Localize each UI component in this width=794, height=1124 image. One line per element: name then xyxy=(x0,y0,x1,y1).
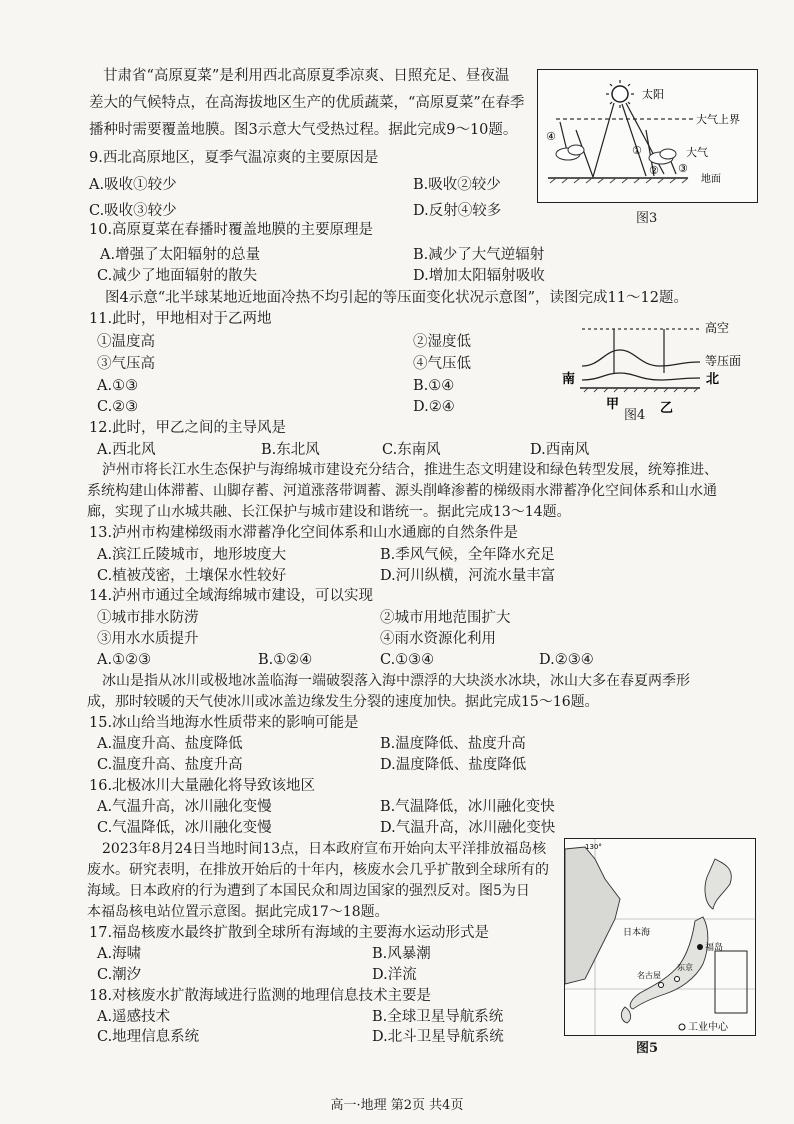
continent-landmass xyxy=(565,847,620,984)
q18-option-c[interactable]: C.地理信息系统 xyxy=(97,1029,200,1045)
q18-option-b[interactable]: B.全球卫星导航系统 xyxy=(372,1009,504,1025)
q15-option-a[interactable]: A.温度升高、盐度降低 xyxy=(97,736,243,752)
q17-option-c[interactable]: C.潮汐 xyxy=(97,967,142,983)
q9-option-d[interactable]: D.反射④较多 xyxy=(413,203,502,219)
label-ray-4: ④ xyxy=(546,130,556,143)
q11-option-d[interactable]: D.②④ xyxy=(413,399,455,415)
kyushu-island xyxy=(621,1007,630,1023)
q12-option-a[interactable]: A.西北风 xyxy=(97,442,156,458)
q18-stem: 18.对核废水扩散海域进行监测的地理信息技术主要是 xyxy=(89,988,432,1004)
q15-option-b[interactable]: B.温度降低、盐度升高 xyxy=(380,736,526,752)
sun-icon xyxy=(606,80,634,108)
label-jia: 甲 xyxy=(606,397,620,412)
q10-option-b[interactable]: B.减少了大气逆辐射 xyxy=(413,247,545,263)
q11-item-4: ④气压低 xyxy=(413,356,471,372)
q12-stem: 12.此时，甲乙之间的主导风是 xyxy=(89,420,287,436)
q13-option-b[interactable]: B.季风气候，全年降水充足 xyxy=(380,547,555,563)
q9-option-a[interactable]: A.吸收①较少 xyxy=(89,177,177,193)
label-tokyo: 东京 xyxy=(677,963,693,972)
label-ray-2: ② xyxy=(649,164,659,177)
cloud-icon-left xyxy=(556,145,584,160)
q10-option-a[interactable]: A.增强了太阳辐射的总量 xyxy=(100,247,261,263)
isobaric-surface-lower xyxy=(582,373,700,380)
fukushima-marker xyxy=(697,944,703,950)
figure-4-isobaric-surfaces xyxy=(560,318,760,418)
figure-3-atmosphere-heating xyxy=(537,69,758,203)
q13-stem: 13.泸州市构建梯级雨水滞蓄净化空间体系和山水通廊的自然条件是 xyxy=(89,525,519,541)
figure-3-caption: 图3 xyxy=(636,211,658,226)
intro-paragraph-3-line-3: 廊，实现了山水城共融、长江保护与城市建设和谐统一。据此完成13～14题。 xyxy=(87,504,571,520)
intro-paragraph-1-line-3: 播种时需要覆盖地膜。图3示意大气受热过程。据此完成9～10题。 xyxy=(89,122,518,138)
label-sun: 太阳 xyxy=(642,88,664,101)
q14-stem: 14.泸州市通过全域海绵城市建设，可以实现 xyxy=(89,588,374,604)
label-isobaric-surface: 等压面 xyxy=(705,354,742,368)
q11-item-1: ①温度高 xyxy=(97,334,155,350)
figure-5-caption: 图5 xyxy=(636,1041,659,1056)
q11-item-3: ③气压高 xyxy=(97,356,155,372)
intro-paragraph-5-line-2: 废水。研究表明，在排放开始后的十年内，核废水会几乎扩散到全球所有的 xyxy=(87,862,549,878)
q11-item-2: ②湿度低 xyxy=(413,334,471,350)
label-ray-3: ③ xyxy=(678,162,688,175)
figure-4-caption: 图4 xyxy=(624,408,646,423)
q13-option-a[interactable]: A.滨江丘陵城市，地形坡度大 xyxy=(97,547,287,563)
q11-option-c[interactable]: C.②③ xyxy=(97,399,139,415)
label-yi: 乙 xyxy=(660,401,674,416)
q16-option-d[interactable]: D.气温升高，冰川融化变快 xyxy=(380,820,556,836)
q9-option-b[interactable]: B.吸收②较少 xyxy=(413,177,501,193)
label-atmosphere-top: 大气上界 xyxy=(696,113,740,126)
q11-stem: 11.此时，甲地相对于乙两地 xyxy=(89,311,272,327)
q16-option-a[interactable]: A.气温升高，冰川融化变慢 xyxy=(97,799,272,815)
intro-paragraph-5-line-1: 2023年8月24日当地时间13点，日本政府宣布开始向太平洋排放福岛核 xyxy=(102,841,547,857)
q14-option-d[interactable]: D.②③④ xyxy=(539,652,594,668)
q14-item-2: ②城市用地范围扩大 xyxy=(380,610,511,626)
cloud-icon-right xyxy=(649,149,676,164)
label-longitude: 130° xyxy=(585,843,602,851)
q12-option-b[interactable]: B.东北风 xyxy=(261,442,320,458)
intro-paragraph-1-line-2: 差大的气候特点，在高海拔地区生产的优质蔬菜，“高原夏菜”在春季 xyxy=(89,95,525,111)
q17-option-a[interactable]: A.海啸 xyxy=(97,946,142,962)
figure-5-japan-fukushima-map xyxy=(564,838,756,1036)
q10-option-c[interactable]: C.减少了地面辐射的散失 xyxy=(97,268,258,284)
legend-industrial-center-symbol xyxy=(679,1024,685,1030)
q15-stem: 15.冰山给当地海水性质带来的影响可能是 xyxy=(89,715,359,731)
intro-paragraph-5-line-4: 本福岛核电站位置示意图。据此完成17～18题。 xyxy=(87,904,389,920)
q14-item-4: ④雨水资源化利用 xyxy=(380,631,496,647)
q16-option-b[interactable]: B.气温降低，冰川融化变快 xyxy=(380,799,555,815)
q14-item-3: ③用水水质提升 xyxy=(97,631,199,647)
legend-industrial-center-label: 工业中心 xyxy=(688,1022,728,1033)
page-footer: 高一·地理 第2页 共4页 xyxy=(330,1098,464,1113)
label-south: 南 xyxy=(562,372,576,387)
inset-frame xyxy=(715,951,747,1013)
label-ground: 地面 xyxy=(701,174,721,185)
q10-option-d[interactable]: D.增加太阳辐射吸收 xyxy=(413,268,545,284)
label-north: 北 xyxy=(706,372,720,387)
q17-option-d[interactable]: D.洋流 xyxy=(372,967,417,983)
intro-paragraph-3-line-2: 系统构建山体滞蓄、山脚存蓄、河道涨落带调蓄、源头削峰渗蓄的梯级雨水滞蓄净化空间体系和山水通 xyxy=(87,483,717,499)
intro-paragraph-2: 图4示意“北半球某地近地面冷热不均引起的等压面变化状况示意图”，读图完成11～12题。 xyxy=(105,290,688,306)
q11-option-b[interactable]: B.①④ xyxy=(413,378,455,394)
tokyo-marker xyxy=(675,977,680,982)
intro-paragraph-1-line-1: 甘肃省“高原夏菜”是利用西北高原夏季凉爽、日照充足、昼夜温 xyxy=(103,68,510,84)
q10-stem: 10.高原夏菜在春播时覆盖地膜的主要原理是 xyxy=(89,222,374,238)
q12-option-c[interactable]: C.东南风 xyxy=(382,442,441,458)
q13-option-c[interactable]: C.植被茂密，土壤保水性较好 xyxy=(97,568,287,584)
q11-option-a[interactable]: A.①③ xyxy=(97,378,139,394)
intro-paragraph-4-line-2: 成，那时较暖的天气使冰川或冰盖边缘发生分裂的速度加快。据此完成15～16题。 xyxy=(87,694,599,710)
isobaric-surface-upper xyxy=(582,350,700,366)
q14-option-a[interactable]: A.①②③ xyxy=(97,652,152,668)
label-atmosphere: 大气 xyxy=(686,146,708,159)
q17-stem: 17.福岛核废水最终扩散到全球所有海域的主要海水运动形式是 xyxy=(89,925,490,941)
q15-option-c[interactable]: C.温度升高、盐度升高 xyxy=(97,757,243,773)
q18-option-a[interactable]: A.遥感技术 xyxy=(97,1009,171,1025)
label-sea-of-japan: 日本海 xyxy=(623,928,651,938)
q14-option-c[interactable]: C.①③④ xyxy=(380,652,435,668)
q9-stem: 9.西北高原地区，夏季气温凉爽的主要原因是 xyxy=(89,150,379,166)
q16-stem: 16.北极冰川大量融化将导致该地区 xyxy=(89,778,316,794)
q17-option-b[interactable]: B.风暴潮 xyxy=(372,946,431,962)
label-ray-1: ① xyxy=(632,144,642,157)
q15-option-d[interactable]: D.温度降低、盐度降低 xyxy=(380,757,527,773)
q16-option-c[interactable]: C.气温降低，冰川融化变慢 xyxy=(97,820,272,836)
q13-option-d[interactable]: D.河川纵横，河流水量丰富 xyxy=(380,568,556,584)
nagoya-marker xyxy=(659,983,664,988)
label-nagoya: 名古屋 xyxy=(637,971,661,980)
q14-option-b[interactable]: B.①②④ xyxy=(258,652,313,668)
intro-paragraph-3-line-1: 泸州市将长江水生态保护与海绵城市建设充分结合，推进生态文明建设和绿色转型发展，统筹推进、 xyxy=(102,462,718,478)
intro-paragraph-5-line-3: 海域。日本政府的行为遭到了本国民众和周边国家的强烈反对。图5为日 xyxy=(87,883,530,899)
label-fukushima: 福岛 xyxy=(705,943,724,953)
label-high-altitude: 高空 xyxy=(705,321,730,335)
q14-item-1: ①城市排水防涝 xyxy=(97,610,199,626)
q9-option-c[interactable]: C.吸收③较少 xyxy=(89,203,177,219)
intro-paragraph-4-line-1: 冰山是指从冰川或极地冰盖临海一端破裂落入海中漂浮的大块淡水冰块，冰山大多在春夏两季形 xyxy=(102,673,690,689)
q18-option-d[interactable]: D.北斗卫星导航系统 xyxy=(372,1029,504,1045)
hokkaido-island xyxy=(705,859,731,909)
q12-option-d[interactable]: D.西南风 xyxy=(530,442,590,458)
